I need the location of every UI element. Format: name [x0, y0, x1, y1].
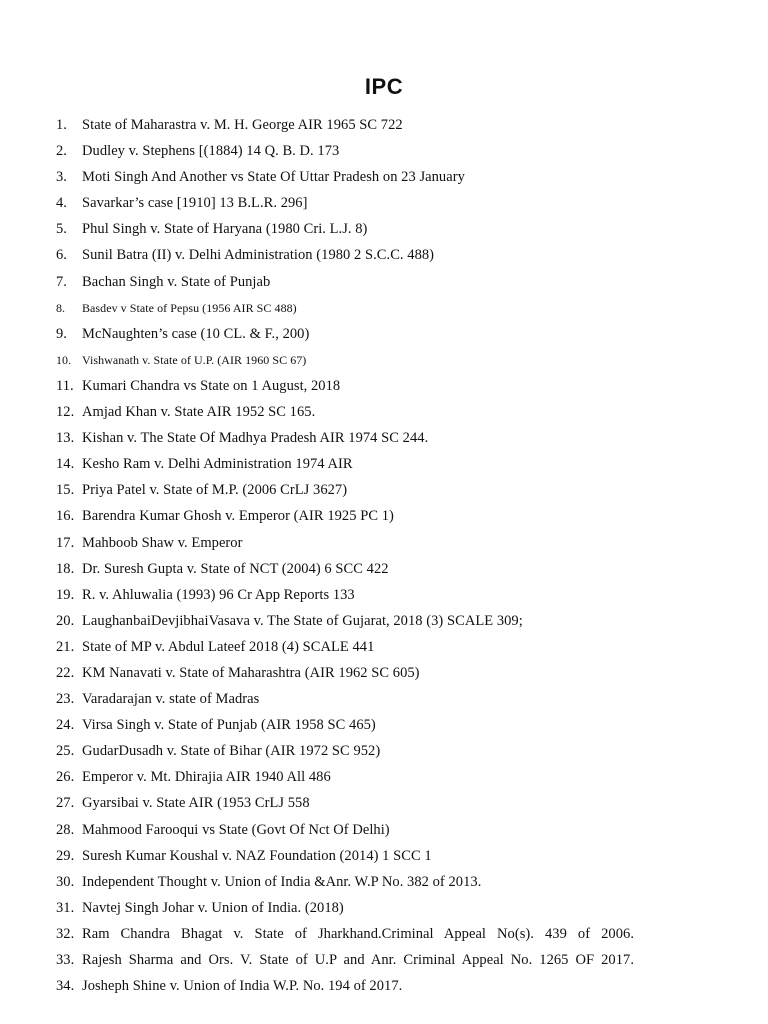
list-item [56, 503, 736, 529]
item-number: 12. [56, 404, 75, 421]
item-number: 29. [56, 847, 75, 864]
list-item [56, 530, 736, 556]
item-number: 20. [56, 612, 75, 629]
list-item [56, 556, 736, 582]
item-number: 32. [56, 925, 75, 942]
list-item [56, 321, 736, 347]
list-item [56, 712, 736, 738]
item-text: Suresh Kumar Koushal v. NAZ Foundation (2014) 1 SCC 1 [82, 847, 432, 864]
list-item [56, 686, 736, 712]
item-text: State of MP v. Abdul Lateef 2018 (4) SCALE 441 [82, 638, 375, 655]
item-text: Kesho Ram v. Delhi Administration 1974 AIR [82, 456, 353, 473]
list-item [56, 947, 736, 973]
item-text: Bachan Singh v. State of Punjab [82, 273, 271, 290]
item-text: GudarDusadh v. State of Bihar (AIR 1972 SC 952) [82, 743, 381, 760]
item-number: 17. [56, 534, 75, 551]
item-text: LaughanbaiDevjibhaiVasava v. The State of Gujarat, 2018 (3) SCALE 309; [82, 612, 523, 629]
item-text: Virsa Singh v. State of Punjab (AIR 1958 SC 465) [82, 717, 376, 734]
item-number: 4. [56, 195, 67, 212]
item-number: 18. [56, 560, 75, 577]
page-title: IPC [364, 74, 404, 99]
list-item [56, 764, 736, 790]
item-number: 1. [56, 117, 67, 133]
item-number: 22. [56, 664, 75, 681]
item-text: Amjad Khan v. State AIR 1952 SC 165. [82, 404, 316, 421]
item-text: Kishan v. The State Of Madhya Pradesh AIR 1974 SC 244. [82, 430, 429, 447]
item-number: 26. [56, 769, 75, 786]
item-text: R. v. Ahluwalia (1993) 96 Cr App Reports 133 [82, 586, 355, 603]
list-item [56, 425, 736, 451]
item-text: Savarkar’s case [1910] 13 B.L.R. 296] [82, 195, 308, 212]
item-number: 21. [56, 638, 75, 655]
list-item [56, 817, 736, 843]
list-item [56, 634, 736, 660]
item-text: Kumari Chandra vs State on 1 August, 2018 [82, 377, 341, 394]
item-number: 25. [56, 743, 75, 760]
item-text: Emperor v. Mt. Dhirajia AIR 1940 All 486 [82, 769, 331, 786]
item-text: Navtej Singh Johar v. Union of India. (2018) [82, 899, 344, 916]
list-item [56, 660, 736, 686]
list-item [56, 164, 736, 190]
list-item [56, 843, 736, 869]
list-item [56, 242, 736, 268]
item-number: 10. [56, 352, 72, 367]
item-text: Varadarajan v. state of Madras [82, 691, 260, 708]
item-text: Independent Thought v. Union of India &Anr. W.P No. 382 of 2013. [82, 873, 482, 890]
item-text: KM Nanavati v. State of Maharashtra (AIR 1962 SC 605) [82, 664, 420, 681]
list-item [56, 790, 736, 816]
item-text: Priya Patel v. State of M.P. (2006 CrLJ 3627) [82, 482, 348, 499]
item-number: 30. [56, 873, 75, 890]
item-number: 24. [56, 717, 75, 734]
list-item [56, 608, 736, 634]
item-number: 7. [56, 273, 67, 290]
item-text: Vishwanath v. State of U.P. (AIR 1960 SC 67) [82, 352, 307, 367]
item-text: Moti Singh And Another vs State Of Uttar Pradesh on 23 January [82, 169, 465, 186]
item-text: McNaughten’s case (10 CL. & F., 200) [82, 325, 310, 342]
list-item [56, 973, 736, 999]
list-item [56, 295, 736, 321]
item-text: Phul Singh v. State of Haryana (1980 Cri. L.J. 8) [82, 221, 368, 238]
list-item [56, 138, 736, 164]
item-number: 14. [56, 456, 75, 473]
item-number: 6. [56, 247, 67, 264]
list-item [56, 921, 736, 947]
item-text: Ram Chandra Bhagat v. State of Jharkhand.Criminal Appeal No(s). 439 of 2006. [82, 925, 634, 942]
item-number: 28. [56, 821, 75, 838]
item-number: 13. [56, 430, 75, 447]
item-text: Gyarsibai v. State AIR (1953 CrLJ 558 [82, 795, 310, 812]
item-number: 11. [56, 377, 74, 394]
item-number: 19. [56, 586, 75, 603]
item-number: 34. [56, 978, 75, 995]
item-number: 3. [56, 169, 67, 186]
item-text: Basdev v State of Pepsu (1956 AIR SC 488) [82, 300, 297, 315]
item-text: Josheph Shine v. Union of India W.P. No. 194 of 2017. [82, 978, 403, 995]
item-text: Dudley v. Stephens [(1884) 14 Q. B. D. 173 [82, 143, 340, 160]
item-number: 27. [56, 795, 75, 812]
item-text: State of Maharastra v. M. H. George AIR 1965 SC 722 [82, 117, 403, 133]
item-text: Rajesh Sharma and Ors. V. State of U.P and Anr. Criminal Appeal No. 1265 OF 2017. [82, 952, 634, 968]
item-text: Mahmood Farooqui vs State (Govt Of Nct Of Delhi) [82, 821, 390, 838]
item-number: 2. [56, 143, 67, 160]
item-text: Mahboob Shaw v. Emperor [82, 534, 243, 551]
list-item [56, 582, 736, 608]
item-text: Sunil Batra (II) v. Delhi Administration (1980 2 S.C.C. 488) [82, 247, 435, 264]
list-item [56, 895, 736, 921]
list-item [56, 112, 736, 138]
item-number: 33. [56, 952, 75, 968]
item-number: 9. [56, 325, 67, 342]
list-item [56, 373, 736, 399]
list-item [56, 451, 736, 477]
case-list [56, 112, 736, 999]
list-item [56, 216, 736, 242]
list-item [56, 269, 736, 295]
list-item [56, 190, 736, 216]
list-item [56, 399, 736, 425]
item-number: 16. [56, 508, 75, 525]
item-number: 31. [56, 899, 75, 916]
item-number: 8. [56, 300, 66, 315]
list-item [56, 347, 736, 373]
list-item [56, 738, 736, 764]
item-text: Dr. Suresh Gupta v. State of NCT (2004) 6 SCC 422 [82, 560, 389, 577]
item-number: 5. [56, 221, 67, 238]
list-item [56, 869, 736, 895]
item-text: Barendra Kumar Ghosh v. Emperor (AIR 1925 PC 1) [82, 508, 394, 525]
item-number: 23. [56, 691, 75, 708]
item-number: 15. [56, 482, 75, 499]
list-item [56, 477, 736, 503]
